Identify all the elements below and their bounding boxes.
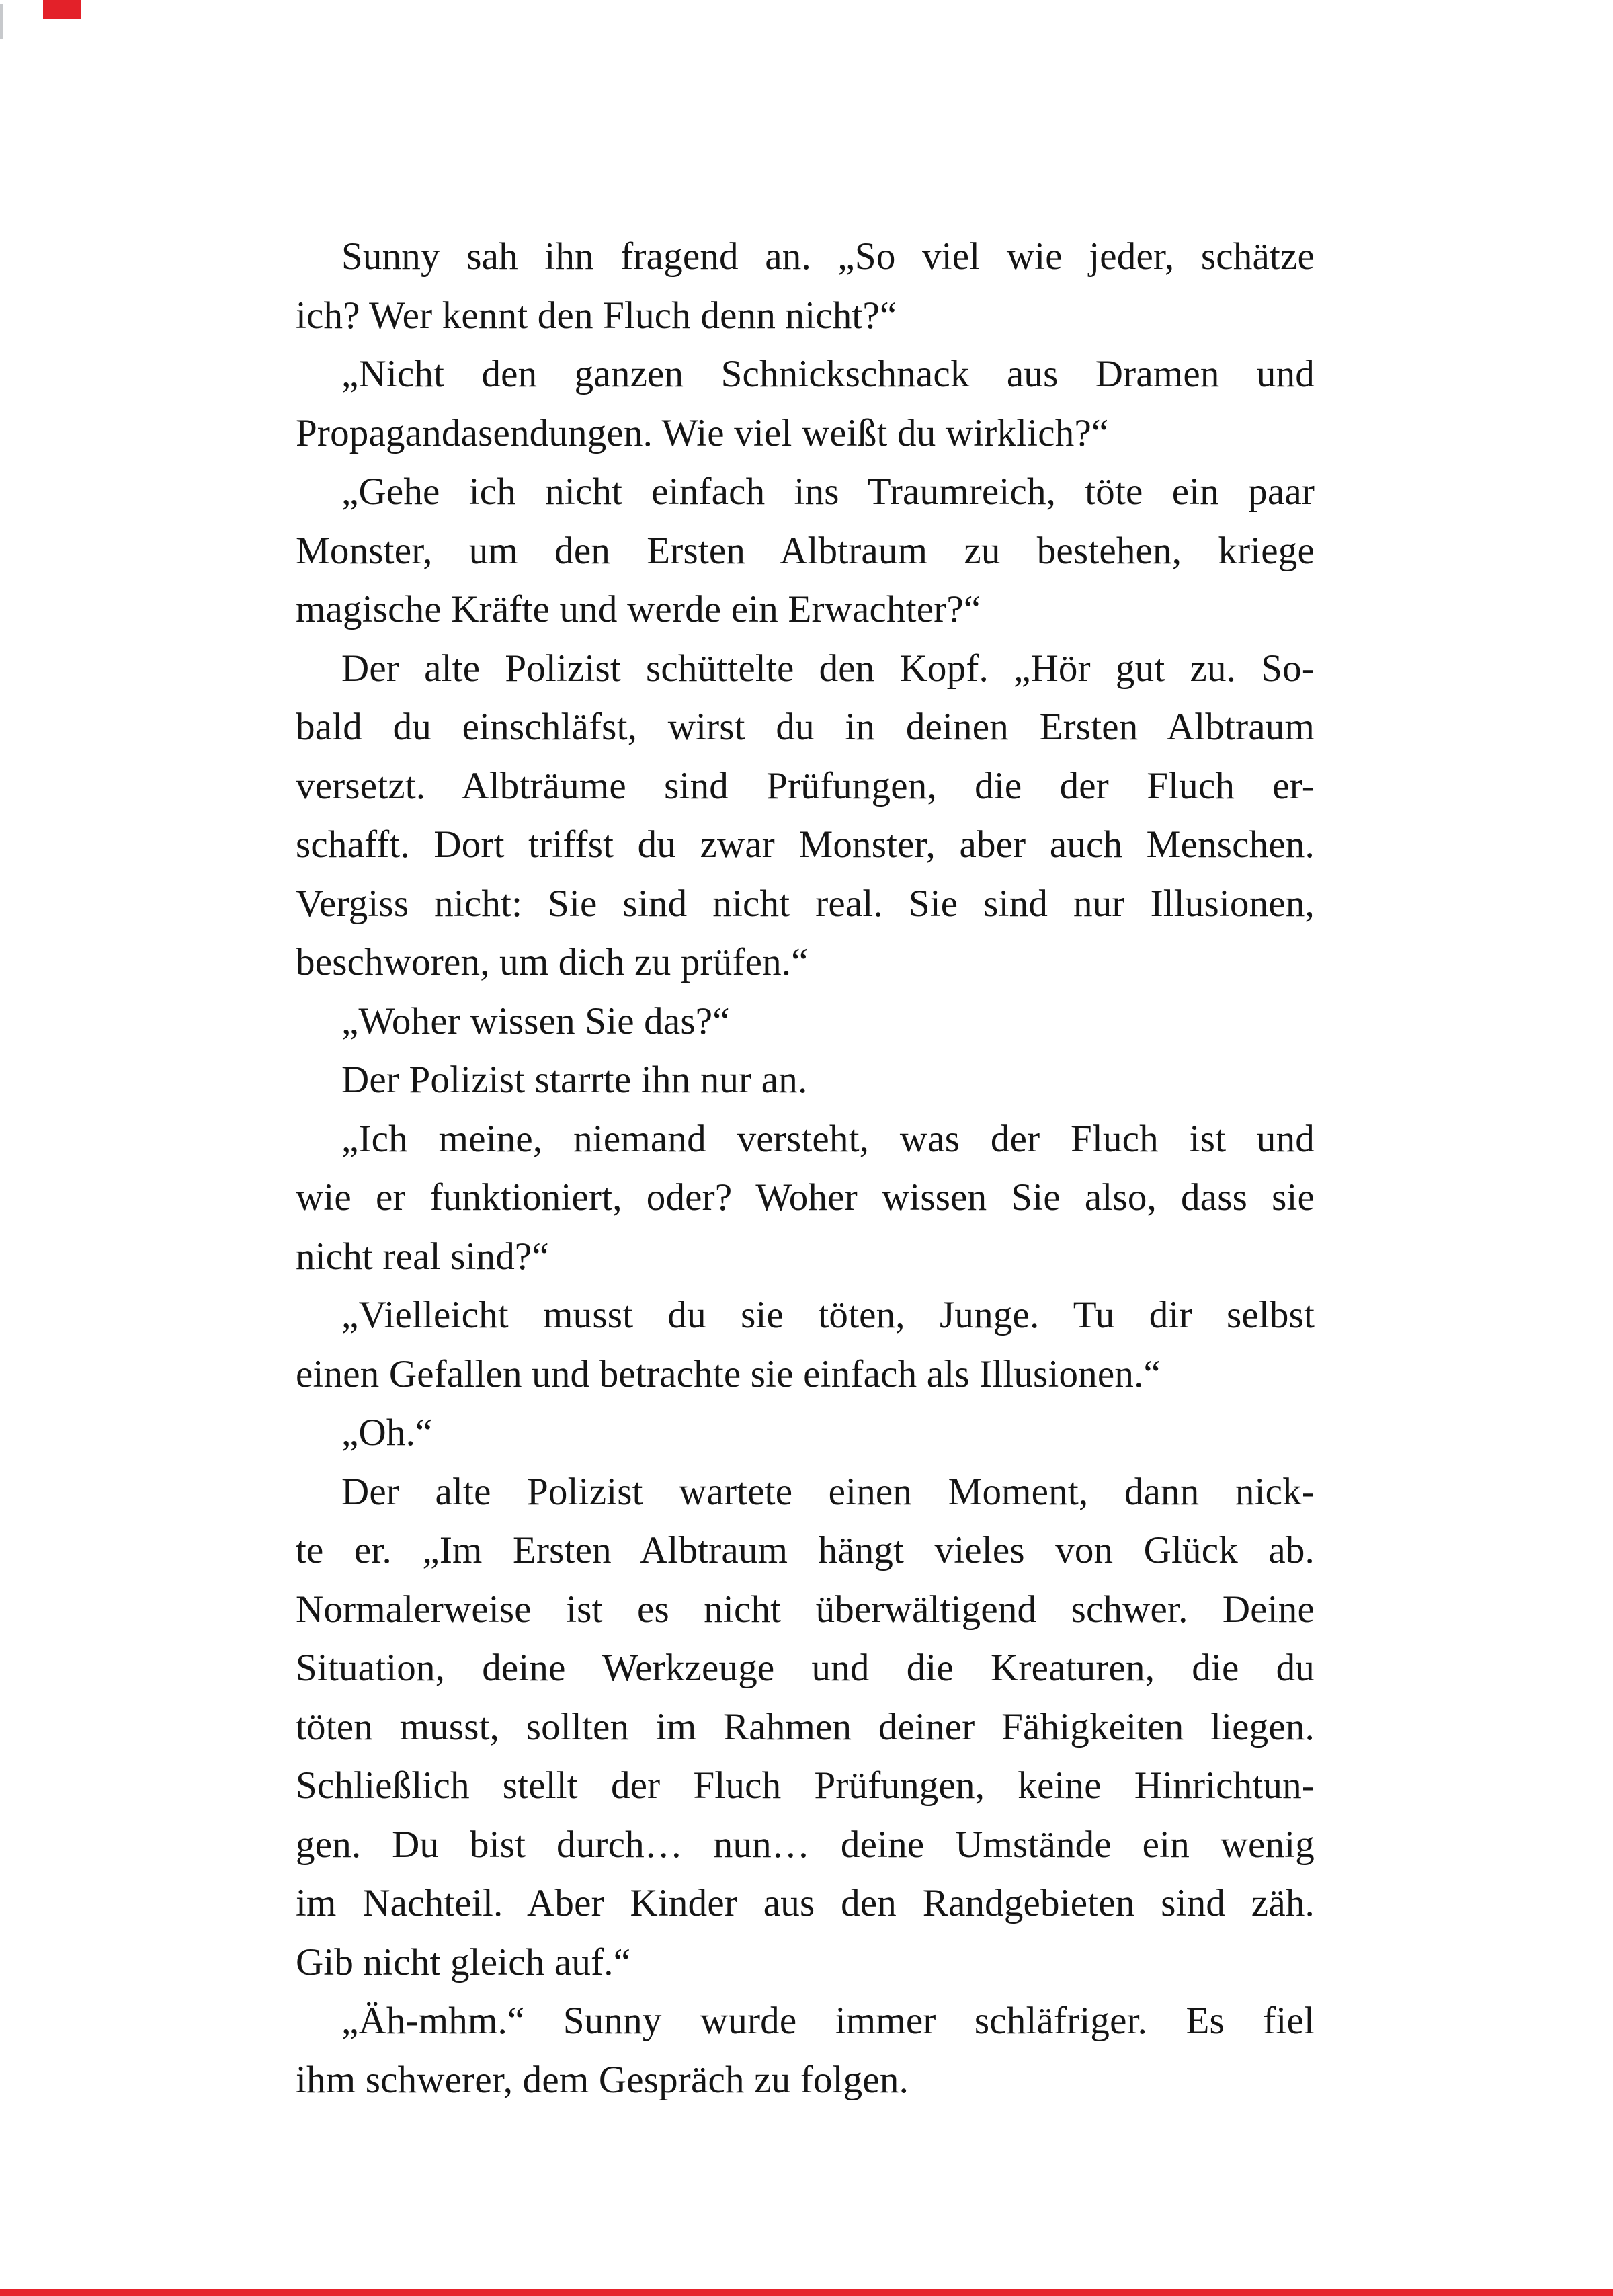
text-line: Der alte Polizist wartete einen Moment, dann nick- (341, 1470, 1315, 1513)
paragraph (296, 639, 1315, 992)
paragraph (296, 1992, 1315, 2109)
text-line: wie er funktioniert, oder? Woher wissen Sie also, dass sie (296, 1176, 1315, 1219)
scan-bottom-line (0, 2289, 1613, 2296)
text-line: schafft. Dort triffst du zwar Monster, aber auch Menschen. (296, 823, 1315, 866)
text-line: „Vielleicht musst du sie töten, Junge. Tu dir selbst (341, 1294, 1315, 1336)
text-line: gen. Du bist durch… nun… deine Umstände ein wenig (296, 1823, 1315, 1866)
text-line: versetzt. Albträume sind Prüfungen, die der Fluch er- (296, 764, 1315, 807)
paragraph (296, 1110, 1315, 1286)
paragraph (296, 992, 1315, 1051)
text-line: beschworen, um dich zu prüfen.“ (296, 941, 809, 983)
text-line: te er. „Im Ersten Albtraum hängt vieles von Glück ab. (296, 1529, 1315, 1571)
text-line: Normalerweise ist es nicht überwältigend schwer. Deine (296, 1588, 1315, 1631)
scan-edge-tick (0, 4, 3, 39)
paragraph (296, 1403, 1315, 1463)
text-line: „Nicht den ganzen Schnickschnack aus Dramen und (341, 353, 1315, 395)
paragraph (296, 227, 1315, 345)
text-line: töten musst, sollten im Rahmen deiner Fähigkeiten liegen. (296, 1705, 1315, 1748)
text-line: „Woher wissen Sie das?“ (341, 999, 730, 1042)
text-line: Gib nicht gleich auf.“ (296, 1940, 631, 1983)
text-line: ich? Wer kennt den Fluch denn nicht?“ (296, 294, 897, 337)
text-line: Propagandasendungen. Wie viel weißt du wirklich?“ (296, 411, 1109, 454)
text-line: Der alte Polizist schüttelte den Kopf. „Hör gut zu. So- (341, 647, 1315, 690)
text-line: „Oh.“ (341, 1411, 433, 1454)
page-text (296, 227, 1315, 2109)
text-line: Monster, um den Ersten Albtraum zu bestehen, kriege (296, 529, 1315, 572)
text-line: Vergiss nicht: Sie sind nicht real. Sie sind nur Illusionen, (296, 882, 1315, 925)
text-line: „Äh-mhm.“ Sunny wurde immer schläfriger. Es fiel (341, 2000, 1315, 2042)
paragraph (296, 462, 1315, 639)
text-line: ihm schwerer, dem Gespräch zu folgen. (296, 2058, 909, 2101)
paragraph (296, 1463, 1315, 1992)
paragraph (296, 1051, 1315, 1110)
text-line: Der Polizist starrte ihn nur an. (341, 1059, 808, 1101)
paragraph (296, 1286, 1315, 1403)
text-line: nicht real sind?“ (296, 1235, 549, 1278)
text-line: Schließlich stellt der Fluch Prüfungen, keine Hinrichtun- (296, 1764, 1315, 1807)
paragraph (296, 345, 1315, 462)
scan-registration-mark (43, 0, 81, 19)
text-line: Situation, deine Werkzeuge und die Kreaturen, die du (296, 1647, 1315, 1689)
text-line: „Gehe ich nicht einfach ins Traumreich, töte ein paar (341, 470, 1315, 513)
text-line: im Nachteil. Aber Kinder aus den Randgebieten sind zäh. (296, 1882, 1315, 1924)
text-line: bald du einschläfst, wirst du in deinen Ersten Albtraum (296, 706, 1315, 748)
text-line: „Ich meine, niemand versteht, was der Fluch ist und (341, 1117, 1315, 1160)
text-line: magische Kräfte und werde ein Erwachter?“ (296, 588, 981, 630)
text-line: einen Gefallen und betrachte sie einfach als Illusionen.“ (296, 1352, 1161, 1395)
text-line: Sunny sah ihn fragend an. „So viel wie jeder, schätze (341, 235, 1315, 278)
